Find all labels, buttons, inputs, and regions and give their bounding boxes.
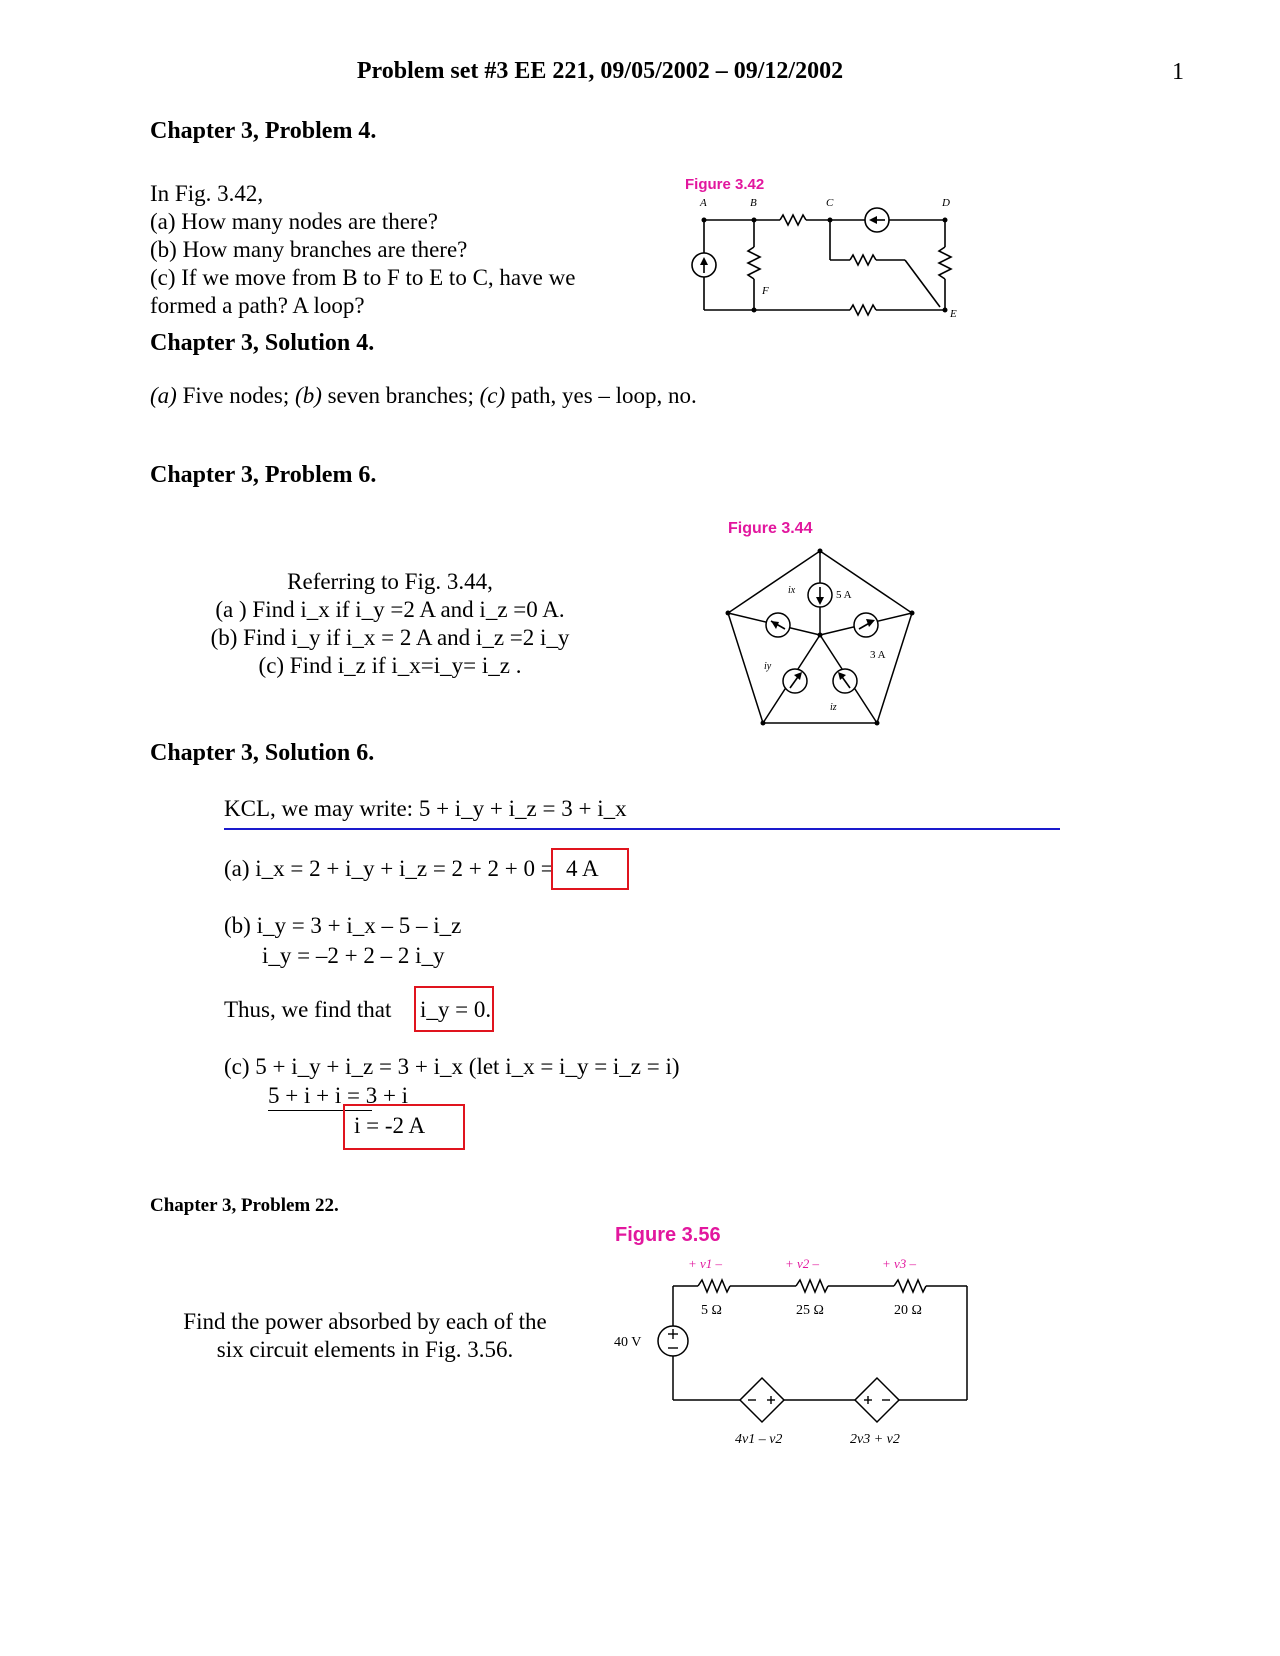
problem-4-text xyxy=(150,180,575,320)
node-c-label: C xyxy=(826,197,834,209)
problem-6-heading: Chapter 3, Problem 6. xyxy=(150,462,377,488)
dep-source-1-label: 4v1 – v2 xyxy=(735,1432,783,1447)
node-a-label: A xyxy=(700,197,707,209)
solution-6-b-answer: i_y = 0. xyxy=(420,997,492,1022)
problem-22-line-1: Find the power absorbed by each of the xyxy=(183,1309,547,1334)
problem-6-text xyxy=(200,568,580,680)
solution-6-thus: Thus, we find that xyxy=(224,997,392,1022)
problem-4-intro: In Fig. 3.42, xyxy=(150,181,264,206)
solution-6-b-equation-1: (b) i_y = 3 + i_x – 5 – i_z xyxy=(224,913,462,938)
kcl-underline xyxy=(224,828,1060,830)
solution-4-heading: Chapter 3, Solution 4. xyxy=(150,330,375,356)
solution-6-b-equation-2: i_y = –2 + 2 – 2 i_y xyxy=(262,943,445,968)
label-iy: iy xyxy=(764,661,772,672)
figure-3-42-circuit xyxy=(680,195,970,325)
figure-3-44-title: Figure 3.44 xyxy=(728,520,813,537)
problem-4-heading: Chapter 3, Problem 4. xyxy=(150,118,377,144)
label-5a: 5 A xyxy=(836,589,852,601)
solution-4-text xyxy=(150,382,697,410)
problem-4-question-c-cont: formed a path? A loop? xyxy=(150,293,365,318)
solution-4-b-text: seven branches; xyxy=(321,383,480,408)
node-e-label: E xyxy=(950,308,957,320)
problem-22-heading: Chapter 3, Problem 22. xyxy=(150,1195,339,1216)
label-iz: iz xyxy=(830,702,837,713)
solution-6-c-equation-2: 5 + i + i = 3 + i xyxy=(268,1083,409,1108)
solution-6-heading: Chapter 3, Solution 6. xyxy=(150,740,375,766)
figure-3-44-circuit xyxy=(720,545,920,730)
problem-6-question-c: (c) Find i_z if i_x=i_y= i_z . xyxy=(258,653,522,678)
problem-6-question-a: (a ) Find i_x if i_y =2 A and i_z =0 A. xyxy=(215,597,565,622)
label-3a: 3 A xyxy=(870,649,886,661)
problem-4-question-c: (c) If we move from B to F to E to C, have we xyxy=(150,265,576,290)
source-label: 40 V xyxy=(614,1335,642,1350)
solution-4-b-label: (b) xyxy=(295,383,322,408)
page-number: 1 xyxy=(1172,59,1184,85)
problem-22-line-2: six circuit elements in Fig. 3.56. xyxy=(216,1337,514,1362)
node-d-label: D xyxy=(942,197,950,209)
v3-label: + v3 – xyxy=(882,1256,917,1271)
r2-label: 25 Ω xyxy=(796,1303,824,1318)
v1-label: + v1 – xyxy=(688,1256,723,1271)
v2-label: + v2 – xyxy=(785,1256,820,1271)
solution-6-c-answer: i = -2 A xyxy=(354,1113,426,1138)
solution-4-a-label: (a) xyxy=(150,383,177,408)
solution-6-a-equation: (a) i_x = 2 + i_y + i_z = 2 + 2 + 0 = xyxy=(224,856,554,881)
page-title: Problem set #3 EE 221, 09/05/2002 – 09/12/2002 xyxy=(356,58,844,84)
solution-6-c-equation-1: (c) 5 + i_y + i_z = 3 + i_x (let i_x = i_y = i_z = i) xyxy=(224,1054,680,1079)
solution-4-a-text: Five nodes; xyxy=(176,383,296,408)
problem-4-question-b: (b) How many branches are there? xyxy=(150,237,468,262)
node-b-label: B xyxy=(750,197,757,209)
label-ix: ix xyxy=(788,585,796,596)
problem-22-text xyxy=(160,1308,570,1364)
r3-label: 20 Ω xyxy=(894,1303,922,1318)
problem-4-question-a: (a) How many nodes are there? xyxy=(150,209,439,234)
figure-3-56-circuit xyxy=(610,1250,980,1450)
r1-label: 5 Ω xyxy=(701,1303,722,1318)
solution-6-a-answer: 4 A xyxy=(566,856,599,881)
problem-6-intro: Referring to Fig. 3.44, xyxy=(287,569,493,594)
node-f-label: F xyxy=(762,285,769,297)
figure-3-42-title: Figure 3.42 xyxy=(685,176,765,193)
kcl-equation: KCL, we may write: 5 + i_y + i_z = 3 + i_x xyxy=(224,796,627,821)
solution-4-c-text: path, yes – loop, no. xyxy=(505,383,697,408)
figure-3-56-title: Figure 3.56 xyxy=(615,1224,721,1246)
dep-source-2-label: 2v3 + v2 xyxy=(850,1432,900,1447)
problem-6-question-b: (b) Find i_y if i_x = 2 A and i_z =2 i_y xyxy=(210,625,570,650)
solution-4-c-label: (c) xyxy=(479,383,506,408)
